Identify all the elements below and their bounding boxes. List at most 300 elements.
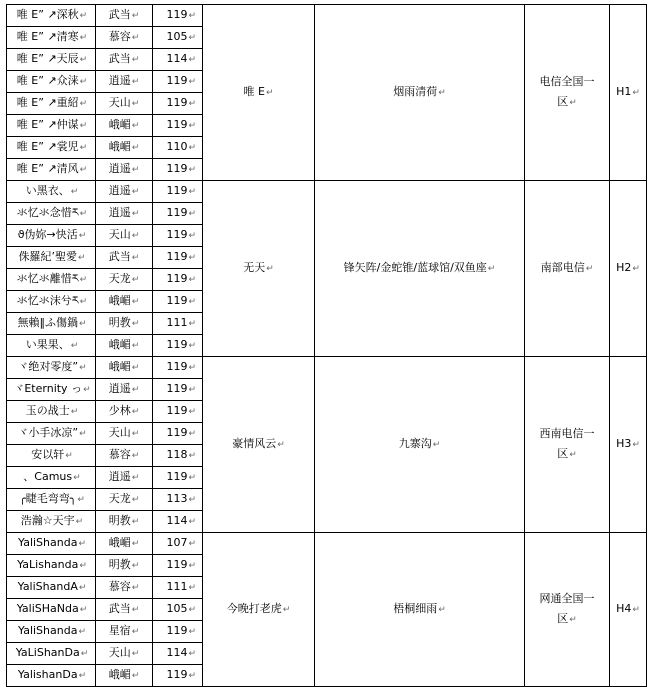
sect-cell [96, 599, 153, 621]
paragraph-mark-icon: ↵ [188, 649, 196, 659]
paragraph-mark-icon: ↵ [131, 495, 140, 505]
player-name-cell-text: YaliShandA [17, 580, 78, 593]
level-cell [153, 555, 203, 577]
paragraph-mark-icon: ↵ [188, 341, 196, 351]
paragraph-mark-icon: ↵ [188, 561, 196, 571]
paragraph-mark-icon: ↵ [131, 407, 140, 417]
level-cell-text: 111 [166, 580, 188, 593]
level-cell-text: 119 [166, 360, 188, 373]
level-cell-text: 114 [166, 514, 188, 527]
sect-cell-text: 慕容 [108, 580, 131, 593]
player-name-cell-text: 侏羅紀’聖愛 [18, 250, 77, 263]
sect-cell-text: 天山 [108, 426, 131, 439]
level-cell-text: 119 [166, 96, 188, 109]
paragraph-mark-icon: ↵ [78, 319, 87, 329]
player-name-cell-text: 唯 E” ↗裳児 [16, 140, 79, 153]
paragraph-mark-icon: ↵ [131, 583, 140, 593]
paragraph-mark-icon: ↵ [265, 88, 274, 98]
sect-cell-text: 慕容 [108, 30, 131, 43]
paragraph-mark-icon: ↵ [188, 253, 196, 263]
area-cell [315, 533, 525, 687]
paragraph-mark-icon: ↵ [131, 363, 140, 373]
level-cell [153, 71, 203, 93]
paragraph-mark-icon: ↵ [131, 187, 140, 197]
level-cell [153, 137, 203, 159]
paragraph-mark-icon: ↵ [77, 253, 86, 263]
sect-cell [96, 489, 153, 511]
player-name-cell [7, 555, 96, 577]
sect-cell [96, 511, 153, 533]
paragraph-mark-icon: ↵ [131, 275, 140, 285]
paragraph-mark-icon: ↵ [79, 561, 87, 571]
level-cell-text: 105 [166, 602, 188, 615]
paragraph-mark-icon: ↵ [569, 450, 577, 460]
paragraph-mark-icon: ↵ [79, 99, 88, 109]
sect-cell [96, 335, 153, 357]
player-name-cell-text: ヾEternity っ [13, 382, 83, 395]
paragraph-mark-icon: ↵ [438, 88, 446, 98]
level-cell [153, 511, 203, 533]
player-name-cell [7, 335, 96, 357]
player-name-cell [7, 599, 96, 621]
sect-cell [96, 643, 153, 665]
paragraph-mark-icon: ↵ [78, 231, 87, 241]
player-name-cell-text: ϑ伪妳→快活 [17, 228, 78, 241]
player-name-cell [7, 181, 96, 203]
level-cell-text: 118 [166, 448, 188, 461]
sect-cell-text: 天山 [108, 96, 131, 109]
player-name-cell-text: 唯 E” ↗天辰 [16, 52, 79, 65]
guild-name-cell [203, 357, 315, 533]
paragraph-mark-icon: ↵ [70, 341, 79, 351]
sect-cell [96, 467, 153, 489]
table-body [7, 5, 647, 687]
player-name-cell-text: ╭睫毛弯弯╮ [19, 492, 77, 505]
paragraph-mark-icon: ↵ [632, 440, 640, 450]
level-cell-text: 119 [166, 624, 188, 637]
sect-cell-text: 明教 [108, 316, 131, 329]
sect-cell-text: 峨嵋 [108, 118, 131, 131]
sect-cell [96, 181, 153, 203]
level-cell-text: 119 [166, 184, 188, 197]
level-cell-text: 119 [166, 162, 188, 175]
level-cell-text: 114 [166, 52, 188, 65]
area-cell-text: 锋矢阵/金蛇锥/蓝球馆/双鱼座 [343, 261, 487, 274]
server-region-cell-text: 网通全国一区↵ [539, 592, 595, 625]
player-name-cell [7, 159, 96, 181]
paragraph-mark-icon: ↵ [188, 143, 196, 153]
player-name-cell-text: 唯 E” ↗重紹 [16, 96, 79, 109]
player-name-cell-text: 氺忆氺離惜ར [16, 272, 79, 285]
sect-cell [96, 313, 153, 335]
paragraph-mark-icon: ↵ [80, 649, 89, 659]
level-cell [153, 269, 203, 291]
paragraph-mark-icon: ↵ [131, 121, 140, 131]
player-name-cell [7, 423, 96, 445]
level-cell-text: 119 [166, 294, 188, 307]
player-name-cell [7, 401, 96, 423]
paragraph-mark-icon: ↵ [79, 77, 88, 87]
level-cell [153, 445, 203, 467]
server-code-cell-text: H2 [616, 261, 632, 274]
player-name-cell [7, 225, 96, 247]
paragraph-mark-icon: ↵ [131, 231, 140, 241]
paragraph-mark-icon: ↵ [131, 451, 140, 461]
paragraph-mark-icon: ↵ [131, 429, 140, 439]
paragraph-mark-icon: ↵ [585, 264, 594, 274]
paragraph-mark-icon: ↵ [188, 451, 196, 461]
paragraph-mark-icon: ↵ [131, 253, 140, 263]
player-name-cell-text: 唯 E” ↗仲谋 [16, 118, 79, 131]
server-code-cell-text: H4 [616, 602, 632, 615]
player-name-cell-text: 氺忆氺沫兮ར [16, 294, 79, 307]
paragraph-mark-icon: ↵ [78, 671, 87, 681]
player-name-cell [7, 489, 96, 511]
player-name-cell-text: 唯 E” ↗众涞 [16, 74, 79, 87]
table-row [7, 5, 647, 27]
paragraph-mark-icon: ↵ [65, 451, 73, 461]
sect-cell [96, 225, 153, 247]
paragraph-mark-icon: ↵ [188, 275, 196, 285]
sect-cell-text: 逍遥 [108, 470, 131, 483]
sect-cell-text: 天山 [108, 228, 131, 241]
paragraph-mark-icon: ↵ [188, 11, 196, 21]
player-name-cell-text: YalishanDa [17, 668, 78, 681]
area-cell [315, 5, 525, 181]
sect-cell-text: 逍遥 [108, 162, 131, 175]
player-name-cell [7, 445, 96, 467]
sect-cell-text: 星宿 [108, 624, 131, 637]
paragraph-mark-icon: ↵ [632, 264, 640, 274]
paragraph-mark-icon: ↵ [277, 440, 285, 450]
sect-cell-text: 逍遥 [108, 206, 131, 219]
level-cell-text: 107 [166, 536, 188, 549]
player-name-cell [7, 269, 96, 291]
paragraph-mark-icon: ↵ [79, 121, 88, 131]
player-name-cell [7, 71, 96, 93]
paragraph-mark-icon: ↵ [131, 517, 140, 527]
level-cell-text: 114 [166, 646, 188, 659]
player-name-cell-text: YaliShanda [18, 624, 78, 637]
paragraph-mark-icon: ↵ [131, 319, 140, 329]
paragraph-mark-icon: ↵ [188, 363, 196, 373]
sect-cell-text: 慕容 [108, 448, 131, 461]
sect-cell [96, 555, 153, 577]
level-cell [153, 533, 203, 555]
level-cell-text: 119 [166, 404, 188, 417]
paragraph-mark-icon: ↵ [131, 165, 140, 175]
paragraph-mark-icon: ↵ [188, 429, 196, 439]
paragraph-mark-icon: ↵ [79, 165, 88, 175]
paragraph-mark-icon: ↵ [70, 407, 79, 417]
paragraph-mark-icon: ↵ [131, 33, 140, 43]
level-cell [153, 93, 203, 115]
paragraph-mark-icon: ↵ [131, 55, 140, 65]
paragraph-mark-icon: ↵ [131, 77, 140, 87]
player-name-cell-text: YaLishanda [17, 558, 79, 571]
level-cell-text: 119 [166, 206, 188, 219]
player-name-cell [7, 93, 96, 115]
area-cell-text: 烟雨清荷 [393, 85, 438, 98]
sect-cell-text: 峨嵋 [108, 360, 131, 373]
paragraph-mark-icon: ↵ [131, 11, 140, 21]
sect-cell-text: 武当 [108, 250, 131, 263]
guild-name-cell-text: 无天 [243, 261, 266, 274]
level-cell-text: 105 [166, 30, 188, 43]
player-name-cell-text: YaliSHaNda [16, 602, 79, 615]
paragraph-mark-icon: ↵ [438, 605, 446, 615]
sect-cell-text: 武当 [108, 8, 131, 21]
sect-cell [96, 357, 153, 379]
paragraph-mark-icon: ↵ [79, 143, 88, 153]
paragraph-mark-icon: ↵ [78, 627, 86, 637]
sect-cell [96, 269, 153, 291]
level-cell-text: 119 [166, 338, 188, 351]
sect-cell [96, 533, 153, 555]
paragraph-mark-icon: ↵ [131, 209, 140, 219]
paragraph-mark-icon: ↵ [188, 165, 196, 175]
guild-name-cell [203, 5, 315, 181]
server-region-cell-text: 电信全国一区↵ [539, 75, 595, 108]
player-name-cell [7, 577, 96, 599]
server-code-cell-text: H3 [616, 437, 632, 450]
paragraph-mark-icon: ↵ [77, 495, 85, 505]
level-cell-text: 119 [166, 250, 188, 263]
server-region-cell [525, 5, 610, 181]
level-cell [153, 357, 203, 379]
level-cell [153, 643, 203, 665]
sect-cell-text: 武当 [108, 52, 131, 65]
sect-cell-text: 逍遥 [108, 184, 131, 197]
server-code-cell [610, 533, 647, 687]
player-name-cell [7, 643, 96, 665]
sect-cell [96, 621, 153, 643]
sect-cell [96, 5, 153, 27]
paragraph-mark-icon: ↵ [188, 627, 196, 637]
table-row [7, 181, 647, 203]
paragraph-mark-icon: ↵ [79, 209, 88, 219]
sect-cell-text: 峨嵋 [108, 536, 131, 549]
paragraph-mark-icon: ↵ [188, 33, 196, 43]
level-cell [153, 181, 203, 203]
player-name-cell [7, 357, 96, 379]
level-cell-text: 119 [166, 118, 188, 131]
area-cell [315, 181, 525, 357]
paragraph-mark-icon: ↵ [188, 539, 196, 549]
paragraph-mark-icon: ↵ [188, 55, 196, 65]
sect-cell [96, 27, 153, 49]
paragraph-mark-icon: ↵ [131, 605, 140, 615]
paragraph-mark-icon: ↵ [188, 187, 196, 197]
paragraph-mark-icon: ↵ [79, 55, 88, 65]
level-cell [153, 247, 203, 269]
sect-cell-text: 明教 [108, 514, 131, 527]
player-name-cell-text: ヾ小手冰凉” [17, 426, 79, 439]
server-region-cell [525, 533, 610, 687]
level-cell-text: 119 [166, 272, 188, 285]
sect-cell-text: 天龙 [108, 272, 131, 285]
sect-cell-text: 逍遥 [108, 74, 131, 87]
sect-cell-text: 少林 [108, 404, 131, 417]
player-name-cell-text: 氺忆氺念惜ར [16, 206, 79, 219]
player-name-cell-text: 安以轩 [31, 448, 65, 461]
paragraph-mark-icon: ↵ [78, 583, 87, 593]
sect-cell-text: 逍遥 [108, 382, 131, 395]
player-name-cell [7, 247, 96, 269]
server-region-cell-text: 南部电信↵ [540, 261, 594, 274]
server-region-cell-text: 西南电信一区↵ [539, 427, 595, 460]
level-cell [153, 313, 203, 335]
table-row [7, 357, 647, 379]
paragraph-mark-icon: ↵ [73, 473, 81, 483]
server-code-cell [610, 181, 647, 357]
server-code-cell [610, 357, 647, 533]
sect-cell [96, 423, 153, 445]
paragraph-mark-icon: ↵ [188, 407, 196, 417]
player-name-cell-text: YaliShanda [18, 536, 78, 549]
paragraph-mark-icon: ↵ [75, 517, 84, 527]
guild-name-cell [203, 533, 315, 687]
sect-cell [96, 379, 153, 401]
player-name-cell [7, 203, 96, 225]
player-name-cell [7, 379, 96, 401]
paragraph-mark-icon: ↵ [131, 473, 140, 483]
paragraph-mark-icon: ↵ [79, 11, 88, 21]
server-code-cell-text: H1 [616, 85, 632, 98]
player-name-cell [7, 49, 96, 71]
paragraph-mark-icon: ↵ [188, 671, 196, 681]
sect-cell-text: 明教 [108, 558, 131, 571]
level-cell [153, 159, 203, 181]
paragraph-mark-icon: ↵ [131, 341, 140, 351]
paragraph-mark-icon: ↵ [131, 143, 140, 153]
sect-cell [96, 665, 153, 687]
paragraph-mark-icon: ↵ [131, 649, 140, 659]
level-cell [153, 577, 203, 599]
level-cell [153, 599, 203, 621]
paragraph-mark-icon: ↵ [78, 539, 86, 549]
area-cell [315, 357, 525, 533]
paragraph-mark-icon: ↵ [131, 99, 140, 109]
paragraph-mark-icon: ↵ [79, 605, 88, 615]
area-cell-text: 九寨沟 [398, 437, 432, 450]
paragraph-mark-icon: ↵ [131, 561, 140, 571]
sect-cell-text: 峨嵋 [108, 294, 131, 307]
paragraph-mark-icon: ↵ [188, 517, 196, 527]
server-code-cell [610, 5, 647, 181]
server-region-cell [525, 357, 610, 533]
level-cell-text: 110 [166, 140, 188, 153]
player-name-cell-text: い黑衣、 [25, 184, 70, 197]
level-cell [153, 225, 203, 247]
paragraph-mark-icon: ↵ [131, 671, 140, 681]
level-cell-text: 119 [166, 470, 188, 483]
sect-cell-text: 天山 [108, 646, 131, 659]
level-cell-text: 111 [166, 316, 188, 329]
table-row [7, 533, 647, 555]
paragraph-mark-icon: ↵ [632, 88, 640, 98]
paragraph-mark-icon: ↵ [188, 121, 196, 131]
player-name-cell-text: 無賴‖ふ傷鍋 [17, 316, 78, 329]
sect-cell-text: 峨嵋 [108, 668, 131, 681]
player-name-cell-text: YaLiShanDa [15, 646, 80, 659]
paragraph-mark-icon: ↵ [188, 473, 196, 483]
player-name-cell [7, 137, 96, 159]
paragraph-mark-icon: ↵ [569, 98, 577, 108]
paragraph-mark-icon: ↵ [632, 605, 640, 615]
sect-cell [96, 247, 153, 269]
player-name-cell-text: 玉の战士 [25, 404, 70, 417]
level-cell-text: 119 [166, 74, 188, 87]
sect-cell [96, 445, 153, 467]
level-cell [153, 335, 203, 357]
paragraph-mark-icon: ↵ [188, 385, 196, 395]
level-cell-text: 119 [166, 558, 188, 571]
sect-cell-text: 峨嵋 [108, 338, 131, 351]
player-name-cell [7, 291, 96, 313]
player-name-cell [7, 621, 96, 643]
level-cell [153, 379, 203, 401]
sect-cell [96, 401, 153, 423]
paragraph-mark-icon: ↵ [188, 297, 196, 307]
paragraph-mark-icon: ↵ [188, 231, 196, 241]
sect-cell-text: 峨嵋 [108, 140, 131, 153]
level-cell-text: 119 [166, 8, 188, 21]
sect-cell [96, 137, 153, 159]
player-name-cell [7, 467, 96, 489]
level-cell [153, 423, 203, 445]
guild-roster-table [6, 4, 647, 687]
guild-name-cell [203, 181, 315, 357]
player-name-cell-text: 唯 E” ↗清寒 [16, 30, 79, 43]
player-name-cell-text: ヾ绝对零度” [17, 360, 79, 373]
player-name-cell-text: 唯 E” ↗深秋 [16, 8, 79, 21]
paragraph-mark-icon: ↵ [79, 363, 87, 373]
player-name-cell-text: 浩瀚☆天宇 [20, 514, 75, 527]
sect-cell [96, 49, 153, 71]
level-cell [153, 401, 203, 423]
paragraph-mark-icon: ↵ [569, 615, 577, 625]
paragraph-mark-icon: ↵ [266, 264, 274, 274]
guild-name-cell-text: 今晚打老虎 [226, 602, 282, 615]
sect-cell [96, 71, 153, 93]
player-name-cell [7, 665, 96, 687]
paragraph-mark-icon: ↵ [282, 605, 291, 615]
player-name-cell-text: 唯 E” ↗清风 [16, 162, 79, 175]
paragraph-mark-icon: ↵ [188, 209, 196, 219]
level-cell-text: 119 [166, 228, 188, 241]
paragraph-mark-icon: ↵ [79, 297, 88, 307]
level-cell [153, 467, 203, 489]
sect-cell [96, 93, 153, 115]
player-name-cell-text: い果果、 [25, 338, 70, 351]
sect-cell-text: 天龙 [108, 492, 131, 505]
paragraph-mark-icon: ↵ [79, 275, 88, 285]
sect-cell [96, 203, 153, 225]
paragraph-mark-icon: ↵ [188, 319, 196, 329]
area-cell-text: 梧桐细雨 [393, 602, 438, 615]
player-name-cell [7, 115, 96, 137]
level-cell [153, 291, 203, 313]
level-cell-text: 119 [166, 426, 188, 439]
paragraph-mark-icon: ↵ [432, 440, 441, 450]
paragraph-mark-icon: ↵ [188, 99, 196, 109]
level-cell [153, 5, 203, 27]
level-cell-text: 119 [166, 382, 188, 395]
level-cell [153, 203, 203, 225]
player-name-cell [7, 533, 96, 555]
paragraph-mark-icon: ↵ [131, 539, 140, 549]
